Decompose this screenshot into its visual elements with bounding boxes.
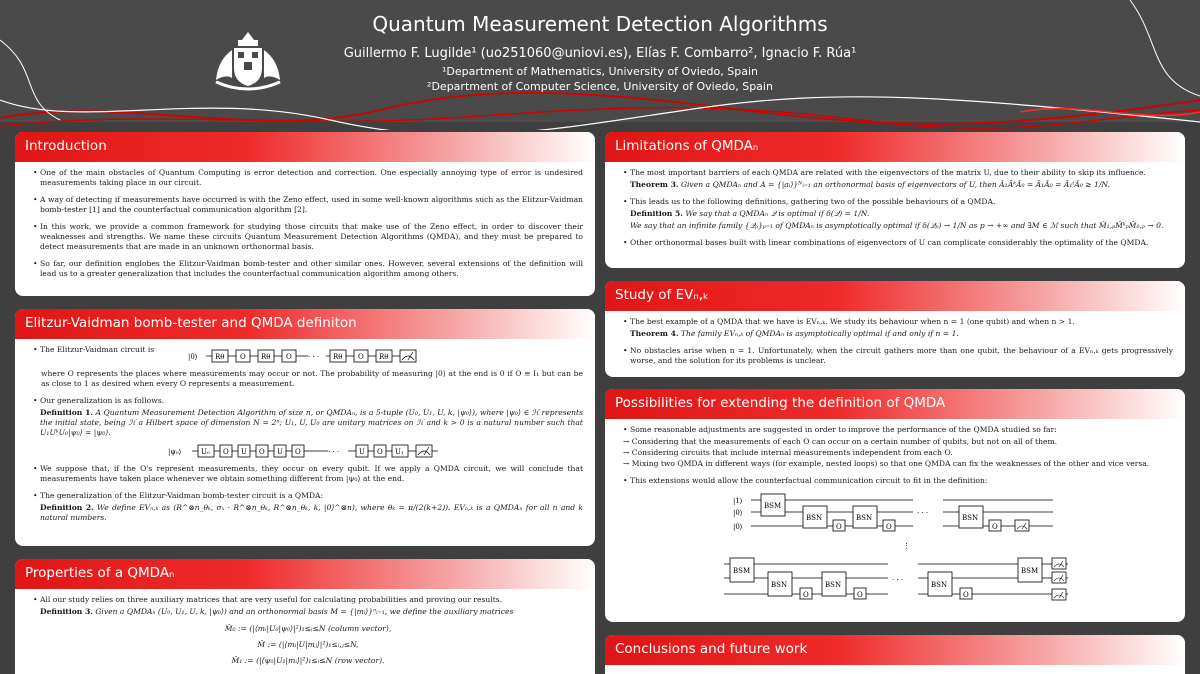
ev-bullet-1-lead: The Elitzur-Vaidman circuit is bbox=[40, 345, 155, 354]
theorem-4 bbox=[630, 329, 1173, 339]
circuit-1-dots: · · · bbox=[308, 353, 320, 361]
circuit-2-u-1: U bbox=[241, 448, 247, 456]
ev-bullet-2-lead: Our generalization is as follows. bbox=[40, 396, 164, 405]
circuit-2-obs-2: O bbox=[259, 448, 265, 456]
circuit-1-gate-4: Rθ bbox=[379, 353, 389, 361]
theorem-4-text: The family EVₙ,ₖ of QMDAₙ is asymptotically optimal if and only if n = 1. bbox=[680, 329, 959, 338]
bsn-gate-5: BSN bbox=[825, 581, 842, 589]
definition-3-label: Definition 3. bbox=[40, 607, 93, 616]
circuit-2-obs-4: O bbox=[377, 448, 383, 456]
circuit-1-gate-3: Rθ bbox=[333, 353, 343, 361]
intro-bullet-4: • So far, our definition englobes the Elitzur-Vaidman bomb-tester and other similar ones. However, several extensions of the definition will lead us to a greater generalization that includes the counterfactual communication algorithm among others. bbox=[33, 259, 583, 279]
study-bullet-1 bbox=[623, 317, 1173, 339]
definition-1-text: A Quantum Measurement Detection Algorithm of size n, or QMDAₙ, is a 5-tuple (U₀, U₁, U, k, |ψ₀⟩), where |ψ₀⟩ ∈ ℋ represents the initial state, being ℋ a Hilbert space of dimension N = 2ⁿ; U₁, U, U₀ are unitary matrices on ℋ and k > 0 is a natural number such that U₁UᵏU₀|ψ₀⟩ = |ψ₀⟩. bbox=[40, 408, 583, 437]
limitations-bullet-3: • Other orthonormal bases built with linear combinations of eigenvectors of U can complicate considerably the optimality of the QMDA. bbox=[623, 238, 1173, 248]
conclusions-heading: Conclusions and future work bbox=[605, 635, 1185, 665]
bsm-gate-3: BSM bbox=[1021, 567, 1039, 575]
ket-0-a: |0⟩ bbox=[733, 509, 743, 517]
intro-bullet-1: • One of the main obstacles of Quantum Computing is error detection and correction. One especially annoying type of error is undesired measurements taking place in our circuit. bbox=[33, 168, 583, 188]
ev-bullet-1-rest: where O represents the places where measurements may occur or not. The probability of measuring |0⟩ at the end is 0 if O ≡ I₁ but can be as close to 1 as desired when every O represents a measurement. bbox=[41, 369, 583, 388]
definition-5-label: Definition 5. bbox=[630, 209, 683, 218]
intro-bullet-3: • In this work, we provide a common framework for studying those circuits that make use of the Zeno effect, in order to discover their weaknesses and strengths. We name these circuits Quantum Measurement Detection Algorithms (QMDA), and they must be prepared to detect measurements that are made in an unknown orthonormal basis. bbox=[33, 222, 583, 252]
introduction-panel bbox=[15, 132, 595, 296]
circuit-2-u1: U₁ bbox=[395, 448, 404, 456]
possibilities-bullet-1 bbox=[623, 425, 1173, 435]
properties-bullet-1-text: All our study relies on three auxiliary matrices that are very useful for calculating probabilities and proving our results. bbox=[40, 595, 503, 604]
circuit-1-input: |0⟩ bbox=[188, 353, 198, 361]
obs-bottom-3: O bbox=[963, 591, 969, 599]
poster-header bbox=[0, 0, 1200, 122]
bsn-gate-2: BSN bbox=[856, 514, 873, 522]
properties-bullet-1 bbox=[33, 595, 583, 617]
ket-0-b: |0⟩ bbox=[733, 523, 743, 531]
ev-bullet-4-text: The generalization of the Elitzur-Vaidman bomb-tester circuit is a QMDA: bbox=[40, 491, 324, 500]
affiliation-1: ¹Department of Mathematics, University of Oviedo, Spain bbox=[442, 65, 758, 78]
equation-m0: M̂₀ := (|⟨mᵢ|U₀|ψ₀⟩|²)₁≤ᵢ≤N (column vector), bbox=[224, 624, 392, 633]
possibilities-panel bbox=[605, 389, 1185, 622]
study-ev-panel bbox=[605, 281, 1185, 377]
limitations-bullet-1 bbox=[623, 168, 1173, 190]
circuit-1-obs-2: O bbox=[286, 353, 292, 361]
qmda-circuit bbox=[168, 442, 448, 460]
circuit-1-gate-2: Rθ bbox=[261, 353, 271, 361]
definition-2 bbox=[40, 503, 583, 523]
definition-2-label: Definition 2. bbox=[40, 503, 94, 512]
study-bullet-2: • No obstacles arise when n = 1. Unfortunately, when the circuit gathers more than one qubit, the behaviour of a EVₙ,ₖ gets progressively worse, and the solution for its problems is unclear. bbox=[623, 346, 1173, 366]
introduction-heading: Introduction bbox=[15, 132, 595, 162]
obs-top-2: O bbox=[886, 523, 892, 531]
circuit-2-obs-1: O bbox=[223, 448, 229, 456]
ev-bullet-3: • We suppose that, if the O's represent measurements, they occur on every qubit. If we apply a QMDA circuit, we will conclude that measurements have taken place whenever we obtain something different from |ψ₀⟩ at the end. bbox=[33, 464, 583, 484]
study-bullet-1-text: The best example of a QMDA that we have is EVₙ,ₖ. We study its behaviour when n = 1 (one qubit) and when n > 1. bbox=[630, 317, 1075, 326]
ev-bullet-2 bbox=[33, 396, 583, 438]
possibility-3: → Mixing two QMDA in different ways (for example, nested loops) so that one QMDA can fix the weaknesses of the other and vice versa. bbox=[623, 459, 1150, 468]
theorem-4-label: Theorem 4. bbox=[630, 329, 679, 338]
conclusions-panel bbox=[605, 635, 1185, 674]
circuit-1-gate-1: Rθ bbox=[215, 353, 225, 361]
circuit-2-obs-3: O bbox=[295, 448, 301, 456]
definition-3 bbox=[40, 607, 583, 617]
obs-top-3: O bbox=[992, 523, 998, 531]
study-ev-heading: Study of EVₙ,ₖ bbox=[605, 281, 1185, 311]
definition-1-label: Definition 1. bbox=[40, 408, 94, 417]
properties-heading: Properties of a QMDAₙ bbox=[15, 559, 595, 589]
elitzur-vaidman-panel bbox=[15, 309, 595, 546]
theorem-3-label: Theorem 3. bbox=[630, 180, 679, 189]
circuit-2-u-3: U bbox=[359, 448, 365, 456]
circuit-2-u-2: U bbox=[277, 448, 283, 456]
definition-5 bbox=[630, 209, 1173, 219]
definition-5-text-2: We say that an infinite family {𝒬ₚ}ₚ₌₁ of QMDAₙ is asymptotically optimal if δ(𝒬ₚ) → 1/N as p → +∞ and ∃M ∈ ℳ such that M̂₁,ₚM̂ᵏₚM̂₀,ₚ → 0. bbox=[630, 221, 1164, 230]
circuit-1-obs-1: O bbox=[240, 353, 246, 361]
bsn-gate-3: BSN bbox=[962, 514, 979, 522]
bsn-gate-6: BSN bbox=[931, 581, 948, 589]
circuit-1-obs-3: O bbox=[358, 353, 364, 361]
ev-bullet-1 bbox=[33, 345, 583, 355]
obs-bottom-2: O bbox=[857, 591, 863, 599]
counterfactual-circuit-top bbox=[733, 490, 1063, 550]
obs-top-1: O bbox=[836, 523, 842, 531]
definition-2-text: We define EVₙ,ₖ as (R^⊗n_θₖ, σₓ · R^⊗n_θₖ, R^⊗n_θₖ, k, |0⟩^⊗n), where θₖ = π/(2(k+2)). EVₙ,ₖ is a QMDAₙ for all n and k natural numbers. bbox=[40, 503, 583, 522]
possibility-2: → Considering circuits that include internal measurements independent from each O. bbox=[623, 448, 953, 457]
possibilities-heading: Possibilities for extending the definition of QMDA bbox=[605, 389, 1185, 419]
equation-m1: M̂₁ := (|⟨ψ₀|U₁|mᵢ⟩|²)₁≤ᵢ≤N (row vector). bbox=[231, 656, 385, 665]
vertical-dots: ⋮ bbox=[903, 542, 910, 550]
affiliation-2: ²Department of Computer Science, University of Oviedo, Spain bbox=[427, 80, 773, 93]
circuit-2-u0: U₀ bbox=[201, 448, 210, 456]
circuit-2-dots: · · · bbox=[328, 448, 340, 456]
limitations-bullet-2 bbox=[623, 197, 1173, 231]
poster-authors: Guillermo F. Lugilde¹ (uo251060@uniovi.es), Elías F. Combarro², Ignacio F. Rúa¹ bbox=[343, 46, 857, 61]
definition-5-text: We say that a QMDAₙ 𝒬 is optimal if δ(𝒬) = 1/N. bbox=[685, 209, 870, 218]
possibility-1: → Considering that the measurements of each O can occur on a certain number of qubits, but not on all of them. bbox=[623, 437, 1058, 446]
theorem-3-text: Given a QMDAₙ and A = {|aᵢ⟩}ᴺᵢ₌₁ an orthonormal basis of eigenvectors of U, then Â₁ÂᵏÂ₀ = Â₁Â₀ = Â₁ᵗÂ₀ ≥ 1/N. bbox=[680, 180, 1111, 189]
limitations-bullet-2-text: This leads us to the following definitions, gathering two of the possible behaviours of a QMDA. bbox=[630, 197, 996, 206]
ket-1: |1⟩ bbox=[733, 497, 743, 505]
properties-panel bbox=[15, 559, 595, 674]
intro-bullet-2: • A way of detecting if measurements have occurred is with the Zeno effect, used in some well-known algorithms such as the Elitzur-Vaidman bomb-tester [1] and the counterfactual communication algorithm [2]. bbox=[33, 195, 583, 215]
limitations-panel bbox=[605, 132, 1185, 268]
theorem-3 bbox=[630, 180, 1173, 190]
equation-m: M̂ := (|⟨mᵢ|U|mⱼ⟩|²)₁≤ᵢ,ⱼ≤N, bbox=[257, 640, 359, 649]
possibilities-bullet-2: • This extensions would allow the counterfactual communication circuit to fit in the definition: bbox=[623, 476, 1173, 486]
obs-bottom-1: O bbox=[803, 591, 809, 599]
counterfactual-circuit-bottom bbox=[718, 554, 1078, 610]
definition-3-text: Given a QMDAₙ (U₀, U₁, U, k, |ψ₀⟩) and an orthonormal basis M = {|mᵢ⟩}ⁿᵢ₌₁, we define the auxiliary matrices bbox=[95, 607, 514, 616]
bottom-dots: · · · bbox=[892, 576, 904, 584]
bsm-gate-1: BSM bbox=[764, 502, 782, 510]
bsn-gate-1: BSN bbox=[806, 514, 823, 522]
bsm-gate-2: BSM bbox=[733, 567, 751, 575]
elitzur-vaidman-heading: Elitzur-Vaidman bomb-tester and QMDA definiton bbox=[15, 309, 595, 339]
top-dots: · · · bbox=[917, 509, 929, 517]
limitations-heading: Limitations of QMDAₙ bbox=[605, 132, 1185, 162]
bsn-gate-4: BSN bbox=[771, 581, 788, 589]
possibilities-bullet-1-text: Some reasonable adjustments are suggested in order to improve the performance of the QMDA studied so far: bbox=[630, 425, 1057, 434]
poster-title: Quantum Measurement Detection Algorithms bbox=[372, 12, 828, 36]
definition-1 bbox=[40, 408, 583, 438]
limitations-bullet-1-text: The most important barriers of each QMDA are related with the eigenvectors of the matrix U, due to their ability to skip its influence. bbox=[630, 168, 1146, 177]
circuit-2-input: |ψ₀⟩ bbox=[168, 448, 182, 456]
ev-bullet-4 bbox=[33, 491, 583, 523]
